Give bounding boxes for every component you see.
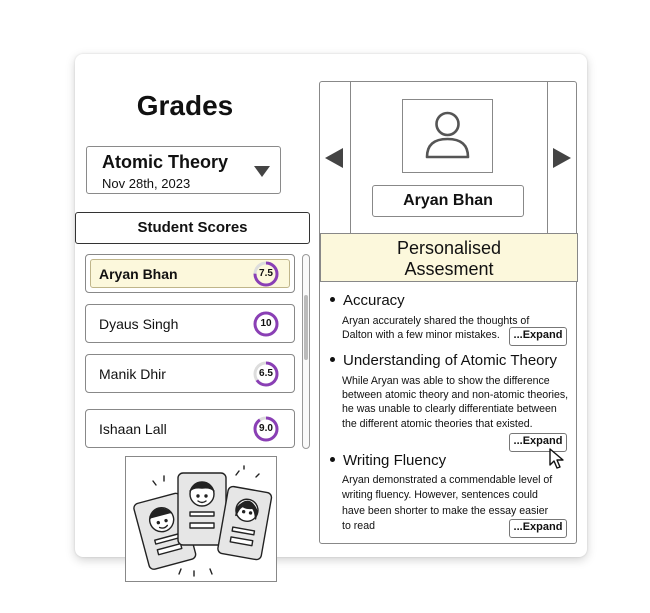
score-ring [253,361,279,387]
section-body: Aryan accurately shared the thoughts of Dalton with a few minor mistakes. [342,315,530,342]
triangle-right-icon[interactable] [553,148,571,168]
student-name: Ishaan Lall [99,421,167,437]
triangle-left-icon[interactable] [325,148,343,168]
assessment-section-writing-fluency [330,452,570,542]
student-name: Aryan Bhan [99,266,178,282]
user-avatar [402,99,493,173]
student-row[interactable] [85,354,295,393]
student-scores-header: Student Scores [75,212,310,244]
student-score-list [85,254,295,454]
section-body: Aryan demonstrated a commendable level of writing fluency. However, sentences could have been shorter to make the essay easier to read [342,474,553,533]
assessment-section-understanding [330,352,570,452]
student-row[interactable] [85,254,295,293]
student-row[interactable] [85,409,295,448]
assessment-header [320,233,578,282]
score-ring [253,261,279,287]
scrollbar-thumb[interactable] [304,295,308,360]
student-name: Manik Dhir [99,366,166,382]
expand-button[interactable]: ...Expand [509,327,567,346]
score-value: 10 [260,318,272,329]
student-name: Dyaus Singh [99,316,179,332]
score-list-scrollbar[interactable] [302,254,310,449]
assessment-header-line1: Personalised [396,238,502,258]
section-title: Accuracy [330,292,405,309]
topic-dropdown[interactable] [86,146,281,194]
expand-button[interactable]: ...Expand [509,433,567,452]
score-value: 9.0 [259,423,273,434]
page-title: Grades [136,90,234,121]
assessment-section-accuracy [330,292,570,348]
profile-name: Aryan Bhan [372,185,524,217]
section-title: Writing Fluency [330,452,446,469]
score-value: 6.5 [259,368,273,379]
student-cards-icon [126,457,276,581]
dropdown-arrow-icon[interactable] [254,166,270,177]
assessment-header-line2: Assesment [404,259,494,279]
section-body: While Aryan was able to show the difference between atomic theory and non-atomic theories, he was unable to clearly differentiate between the different atomic theories that existed. [342,375,569,430]
expand-button[interactable]: ...Expand [509,519,567,538]
mouse-pointer-icon [548,447,568,476]
profile-panel [319,81,577,544]
section-title: Understanding of Atomic Theory [330,352,557,369]
student-cards-illustration [125,456,277,582]
user-avatar-icon [403,100,492,172]
topic-name: Atomic Theory [102,152,229,172]
score-ring [253,311,279,337]
topic-date: Nov 28th, 2023 [102,176,191,191]
score-value: 7.5 [259,268,273,279]
grades-card [75,54,587,557]
score-ring [253,416,279,442]
student-row[interactable] [85,304,295,343]
